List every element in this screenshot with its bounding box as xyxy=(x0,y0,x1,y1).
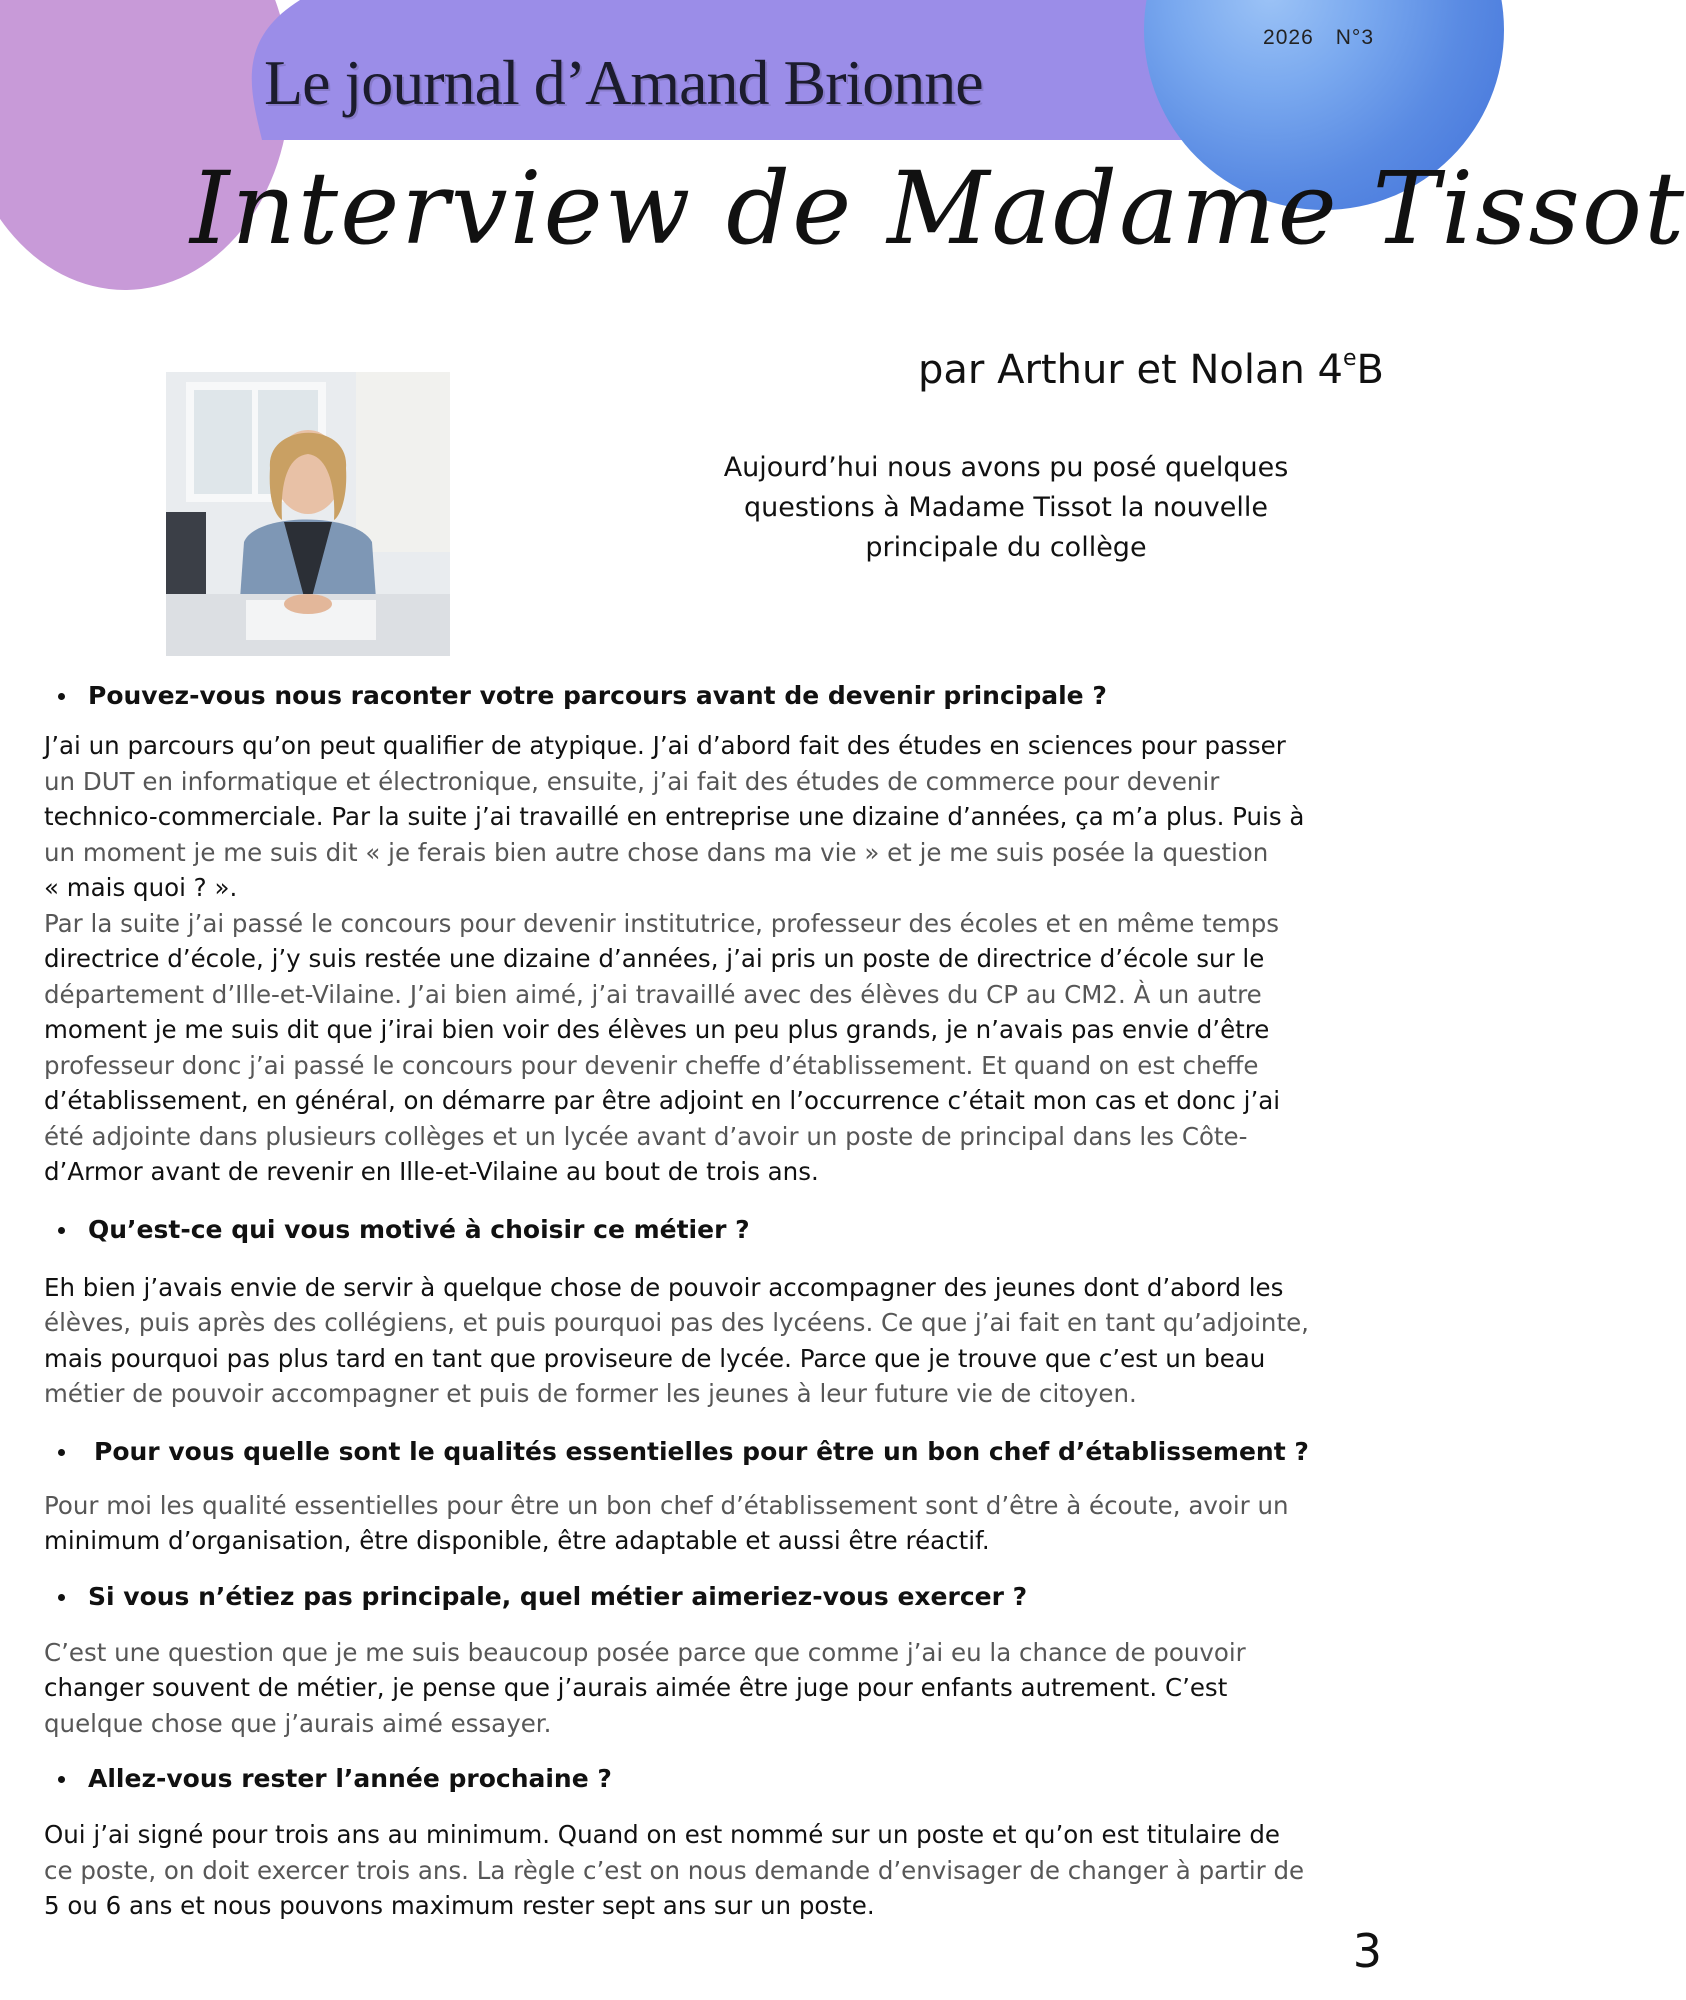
answer-2 xyxy=(44,1270,1364,1412)
answer-line: C’est une question que je me suis beaucoup posée parce que comme j’ai eu la chance de pouvoir xyxy=(44,1637,1246,1667)
masthead: Le journal d’Amand Brionne xyxy=(264,47,983,118)
answer-line: changer souvent de métier, je pense que j’aurais aimée être juge pour enfants autrement. C’est xyxy=(44,1673,1228,1702)
answer-line: métier de pouvoir accompagner et puis de former les jeunes à leur future vie de citoyen. xyxy=(44,1379,1137,1408)
answer-line: technico-commerciale. Par la suite j’ai travaillé en entreprise une dizaine d’années, ça m’a plus. Puis à xyxy=(44,802,1305,831)
answer-line: ce poste, on doit exercer trois ans. La règle c’est on nous demande d’envisager de changer à partir de xyxy=(44,1855,1305,1885)
article-title: Interview de Madame Tissot xyxy=(190,150,1686,267)
answer-line: Eh bien j’avais envie de servir à quelque chose de pouvoir accompagner des jeunes dont d’abord les xyxy=(44,1272,1284,1302)
answer-line: département d’Ille-et-Vilaine. J’ai bien aimé, j’ai travaillé avec des élèves du CP au CM2. À un autre xyxy=(44,979,1262,1009)
answer-1 xyxy=(44,728,1364,1190)
page-number: 3 xyxy=(1352,1924,1382,1978)
answer-line: moment je me suis dit que j’irai bien voir des élèves un peu plus grands, je n’avais pas envie d’être xyxy=(44,1015,1270,1044)
answer-line: J’ai un parcours qu’on peut qualifier de atypique. J’ai d’abord fait des études en sciences pour passer xyxy=(44,731,1286,760)
portrait-photo xyxy=(166,372,450,656)
byline xyxy=(918,346,1384,393)
answer-line: un DUT en informatique et électronique, ensuite, j’ai fait des études de commerce pour devenir xyxy=(44,766,1220,796)
question-2: Qu’est-ce qui vous motivé à choisir ce métier ? xyxy=(44,1212,1364,1248)
question-1: Pouvez-vous nous raconter votre parcours avant de devenir principale ? xyxy=(44,678,1364,714)
answer-line: Pour moi les qualité essentielles pour être un bon chef d’établissement sont d’être à écoute, avoir un xyxy=(44,1490,1289,1520)
issue-number: N°3 xyxy=(1335,26,1374,49)
answer-5 xyxy=(44,1817,1364,1924)
issue-info xyxy=(1263,26,1374,50)
intro-line: principale du collège xyxy=(865,532,1147,563)
question-5: Allez-vous rester l’année prochaine ? xyxy=(44,1761,1364,1797)
intro-text xyxy=(696,448,1316,568)
intro-line: Aujourd’hui nous avons pu posé quelques xyxy=(723,452,1289,483)
answer-line: Oui j’ai signé pour trois ans au minimum. Quand on est nommé sur un poste et qu’on est titulaire de xyxy=(44,1820,1280,1849)
byline-text: par Arthur et Nolan 4 xyxy=(918,347,1343,393)
answer-line: quelque chose que j’aurais aimé essayer. xyxy=(44,1708,552,1738)
issue-year: 2026 xyxy=(1263,26,1314,49)
answer-line: d’Armor avant de revenir en Ille-et-Vilaine au bout de trois ans. xyxy=(44,1157,819,1186)
byline-superscript: e xyxy=(1343,346,1357,371)
intro-line: questions à Madame Tissot la nouvelle xyxy=(743,492,1268,523)
answer-line: élèves, puis après des collégiens, et puis pourquoi pas des lycéens. Ce que j’ai fait en tant qu’adjointe, xyxy=(44,1308,1309,1337)
answer-line: minimum d’organisation, être disponible, être adaptable et aussi être réactif. xyxy=(44,1526,990,1555)
answer-line: un moment je me suis dit « je ferais bien autre chose dans ma vie » et je me suis posée la question xyxy=(44,837,1269,867)
answer-line: mais pourquoi pas plus tard en tant que proviseure de lycée. Parce que je trouve que c’est un beau xyxy=(44,1343,1266,1373)
answer-4 xyxy=(44,1635,1364,1742)
byline-class: B xyxy=(1356,347,1384,393)
answer-line: « mais quoi ? ». xyxy=(44,873,238,902)
question-3: Pour vous quelle sont le qualités essentielles pour être un bon chef d’établissement ? xyxy=(44,1434,1364,1470)
answer-line: Par la suite j’ai passé le concours pour devenir institutrice, professeur des écoles et en même temps xyxy=(44,908,1280,938)
interview-body xyxy=(44,678,1364,1924)
answer-line: directrice d’école, j’y suis restée une dizaine d’années, j’ai pris un poste de directrice d’école sur le xyxy=(44,944,1265,973)
question-4: Si vous n’étiez pas principale, quel métier aimeriez-vous exercer ? xyxy=(44,1579,1364,1615)
answer-line: d’établissement, en général, on démarre par être adjoint en l’occurrence c’était mon cas et donc j’ai xyxy=(44,1086,1281,1115)
answer-3 xyxy=(44,1488,1364,1559)
answer-line: été adjointe dans plusieurs collèges et un lycée avant d’avoir un poste de principal dans les Côte- xyxy=(44,1121,1248,1151)
answer-line: 5 ou 6 ans et nous pouvons maximum rester sept ans sur un poste. xyxy=(44,1891,875,1920)
answer-line: professeur donc j’ai passé le concours pour devenir cheffe d’établissement. Et quand on est cheffe xyxy=(44,1050,1259,1080)
